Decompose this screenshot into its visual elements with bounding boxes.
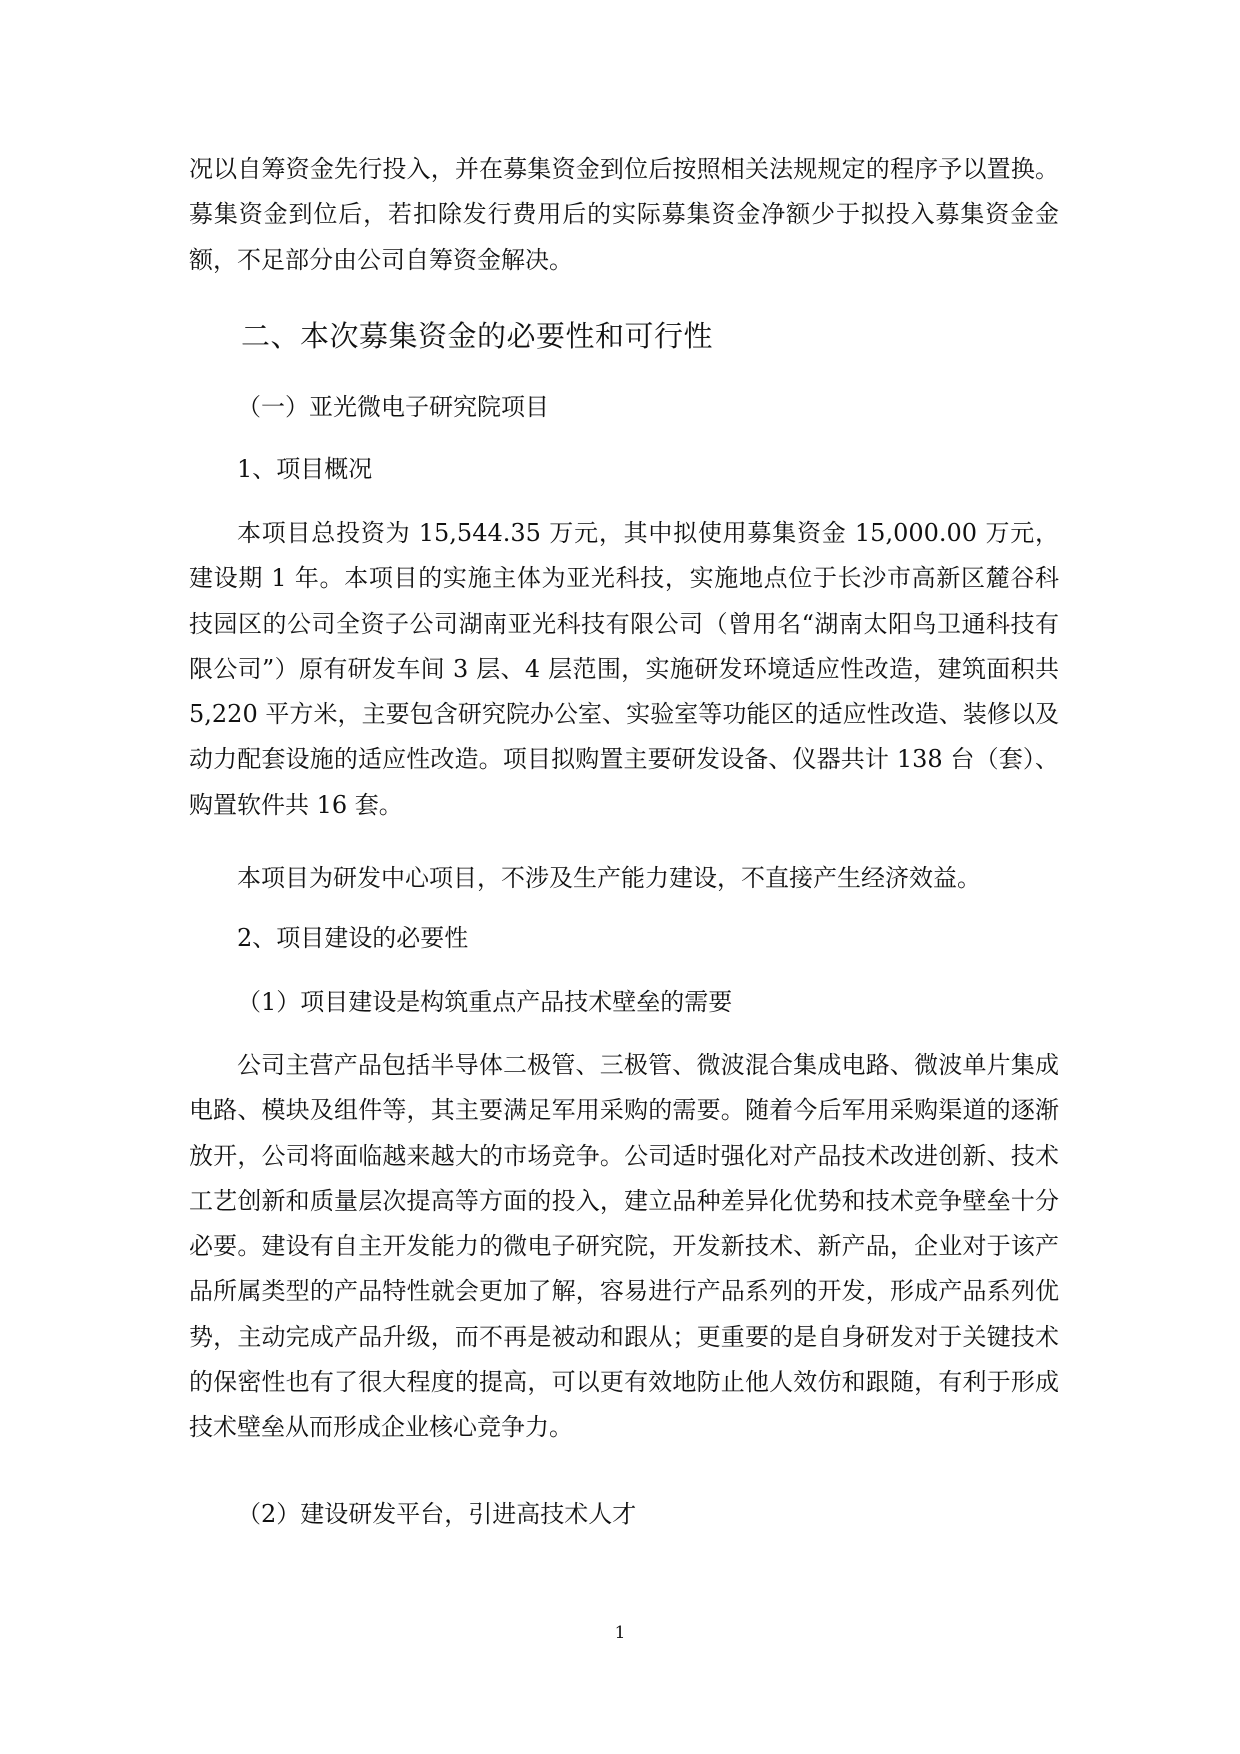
subsection-heading: （一）亚光微电子研究院项目	[237, 393, 549, 421]
project-overview-paragraph: 本项目总投资为 15,544.35 万元，其中拟使用募集资金 15,000.00 万元，建设期 1 年。本项目的实施主体为亚光科技，实施地点位于长沙市高新区麓谷科技园区的公司全资子公司湖南亚光科技有限公司（曾用名“湖南太阳鸟卫通科技有限公司”）原有研发车间 3 层、4 层范围，实施研发环境适应性改造，建筑面积共 5,220 平方米，主要包含研究院办公室、实验室等功能区的适应性改造、装修以及动力配套设施的适应性改造。项目拟购置主要研发设备、仪器共计 138 台（套）、购置软件共 16 套。	[189, 519, 1059, 819]
point-1-heading: （1）项目建设是构筑重点产品技术壁垒的需要	[237, 988, 733, 1016]
page-number: 1	[614, 1623, 626, 1643]
point-1-paragraph: 公司主营产品包括半导体二极管、三极管、微波混合集成电路、微波单片集成电路、模块及组件等，其主要满足军用采购的需要。随着今后军用采购渠道的逐渐放开，公司将面临越来越大的市场竞争。公司适时强化对产品技术改进创新、技术工艺创新和质量层次提高等方面的投入，建立品种差异化优势和技术竞争壁垒十分必要。建设有自主开发能力的微电子研究院，开发新技术、新产品，企业对于该产品所属类型的产品特性就会更加了解，容易进行产品系列的开发，形成产品系列优势，主动完成产品升级，而不再是被动和跟从；更重要的是自身研发对于关键技术的保密性也有了很大程度的提高，可以更有效地防止他人效仿和跟随，有利于形成技术壁垒从而形成企业核心竞争力。	[189, 1051, 1059, 1442]
item-2-heading: 2、项目建设的必要性	[237, 924, 469, 952]
point-2-heading: （2）建设研发平台，引进高技术人才	[237, 1500, 637, 1528]
item-1-heading: 1、项目概况	[237, 455, 373, 483]
continuation-paragraph: 况以自筹资金先行投入，并在募集资金到位后按照相关法规规定的程序予以置换。募集资金到位后，若扣除发行费用后的实际募集资金净额少于拟投入募集资金金额，不足部分由公司自筹资金解决。	[189, 155, 1059, 274]
economic-benefit-paragraph: 本项目为研发中心项目，不涉及生产能力建设，不直接产生经济效益。	[237, 864, 981, 892]
section-heading: 二、本次募集资金的必要性和可行性	[241, 319, 714, 353]
